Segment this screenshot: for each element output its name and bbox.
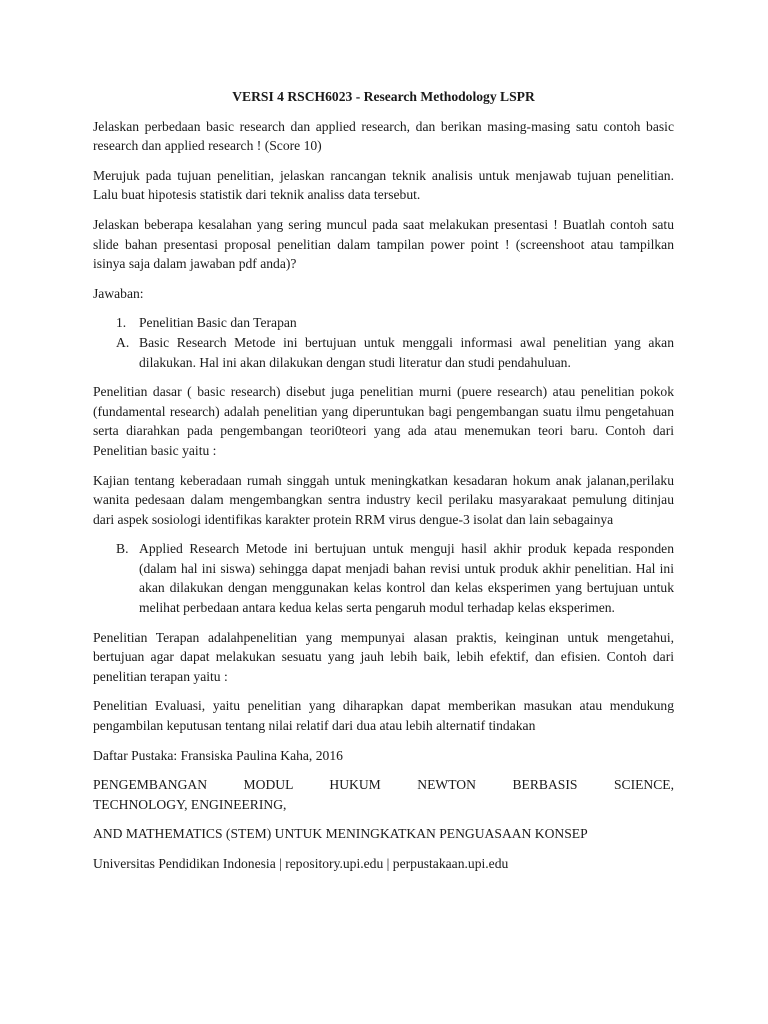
document-page: [93, 87, 674, 884]
list-marker: B.: [116, 541, 129, 557]
reference-title-block: [93, 775, 674, 814]
basic-research-examples: Kajian tentang keberadaan rumah singgah untuk meningkatkan kesadaran hokum anak jalanan,perilaku wanita pedesaan dalam mengembangkan sentra industry kecil perilaku masyarakaat pemulung ditinjau dari aspek sosiologi identifikas karakter protein RRM virus dengue-3 isolat dan lain sebagainya: [93, 472, 674, 527]
applied-research-definition: Penelitian Terapan adalahpenelitian yang mempunyai alasan praktis, keinginan untuk mengetahui, bertujuan agar dapat melakukan sesuatu yang jauh lebih baik, lebih efektif, dan efisien. Contoh dari penelitian terapan yaitu :: [93, 629, 674, 684]
reference-title-line-3: AND MATHEMATICS (STEM) UNTUK MENINGKATKAN PENGUASAAN KONSEP: [93, 826, 588, 842]
list-item-b: [93, 539, 674, 617]
list-marker: 1.: [116, 315, 127, 331]
question-3: Jelaskan beberapa kesalahan yang sering muncul pada saat melakukan presentasi ! Buatlah contoh satu slide bahan presentasi proposal penelitian dalam tampilan power point ! (screenshoot atau tampilkan isinya saja dalam jawaban pdf anda)?: [93, 216, 674, 272]
list-marker: A.: [116, 334, 130, 350]
list-item-text: Basic Research Metode ini bertujuan untuk menggali informasi awal penelitian yang akan dilakukan. Hal ini akan dilakukan dengan studi literatur dan studi pendahuluan.: [139, 334, 674, 370]
document-title: VERSI 4 RSCH6023 - Research Methodology LSPR: [232, 89, 535, 104]
question-2: Merujuk pada tujuan penelitian, jelaskan rancangan teknik analisis untuk menjawab tujuan penelitian. Lalu buat hipotesis statistik dari teknik analiss data tersebut.: [93, 167, 674, 203]
question-1: Jelaskan perbedaan basic research dan applied research, dan berikan masing-masing satu contoh basic research dan applied research ! (Score 10): [93, 118, 674, 154]
applied-research-example: Penelitian Evaluasi, yaitu penelitian yang diharapkan dapat memberikan masukan atau mendukung pengambilan keputusan tentang nilai relatif dari dua atau lebih alternatif tindakan: [93, 698, 674, 734]
list-item-text: Applied Research Metode ini bertujuan untuk menguji hasil akhir produk kepada responden (dalam hal ini siswa) sehingga dapat menjadi bahan revisi untuk produk akhir penelitian. Hal ini akan dilakukan dengan menggunakan kelas kontrol dan kelas eksperimen yang bertujuan untuk melihat perbedaan antara kedua kelas serta pengaruh modul terhadap kelas eksperimen.: [139, 541, 674, 616]
basic-research-definition: Penelitian dasar ( basic research) disebut juga penelitian murni (puere research) atau penelitian pokok (fundamental research) adalah penelitian yang diperuntukan bagi pengembangan suatu ilmu pengetahuan serta diarahkan pada pengembangan teori0teori yang ada atau menemukan teori baru. Contoh dari Penelitian basic yaitu :: [93, 384, 674, 458]
reference-title-line-1: PENGEMBANGAN MODUL HUKUM NEWTON BERBASIS SCIENCE,: [93, 777, 674, 793]
list-item-text: Penelitian Basic dan Terapan: [139, 315, 297, 331]
answer-list-b: [93, 539, 674, 617]
list-item-a: [93, 333, 674, 372]
list-item-1: [93, 313, 674, 333]
reference-source: Universitas Pendidikan Indonesia | repository.upi.edu | perpustakaan.upi.edu: [93, 856, 509, 871]
answer-list: [93, 313, 674, 372]
answer-label: Jawaban:: [93, 285, 144, 301]
reference-title-line-2: TECHNOLOGY, ENGINEERING,: [93, 796, 287, 812]
reference-label: Daftar Pustaka: Fransiska Paulina Kaha, 2016: [93, 747, 343, 763]
